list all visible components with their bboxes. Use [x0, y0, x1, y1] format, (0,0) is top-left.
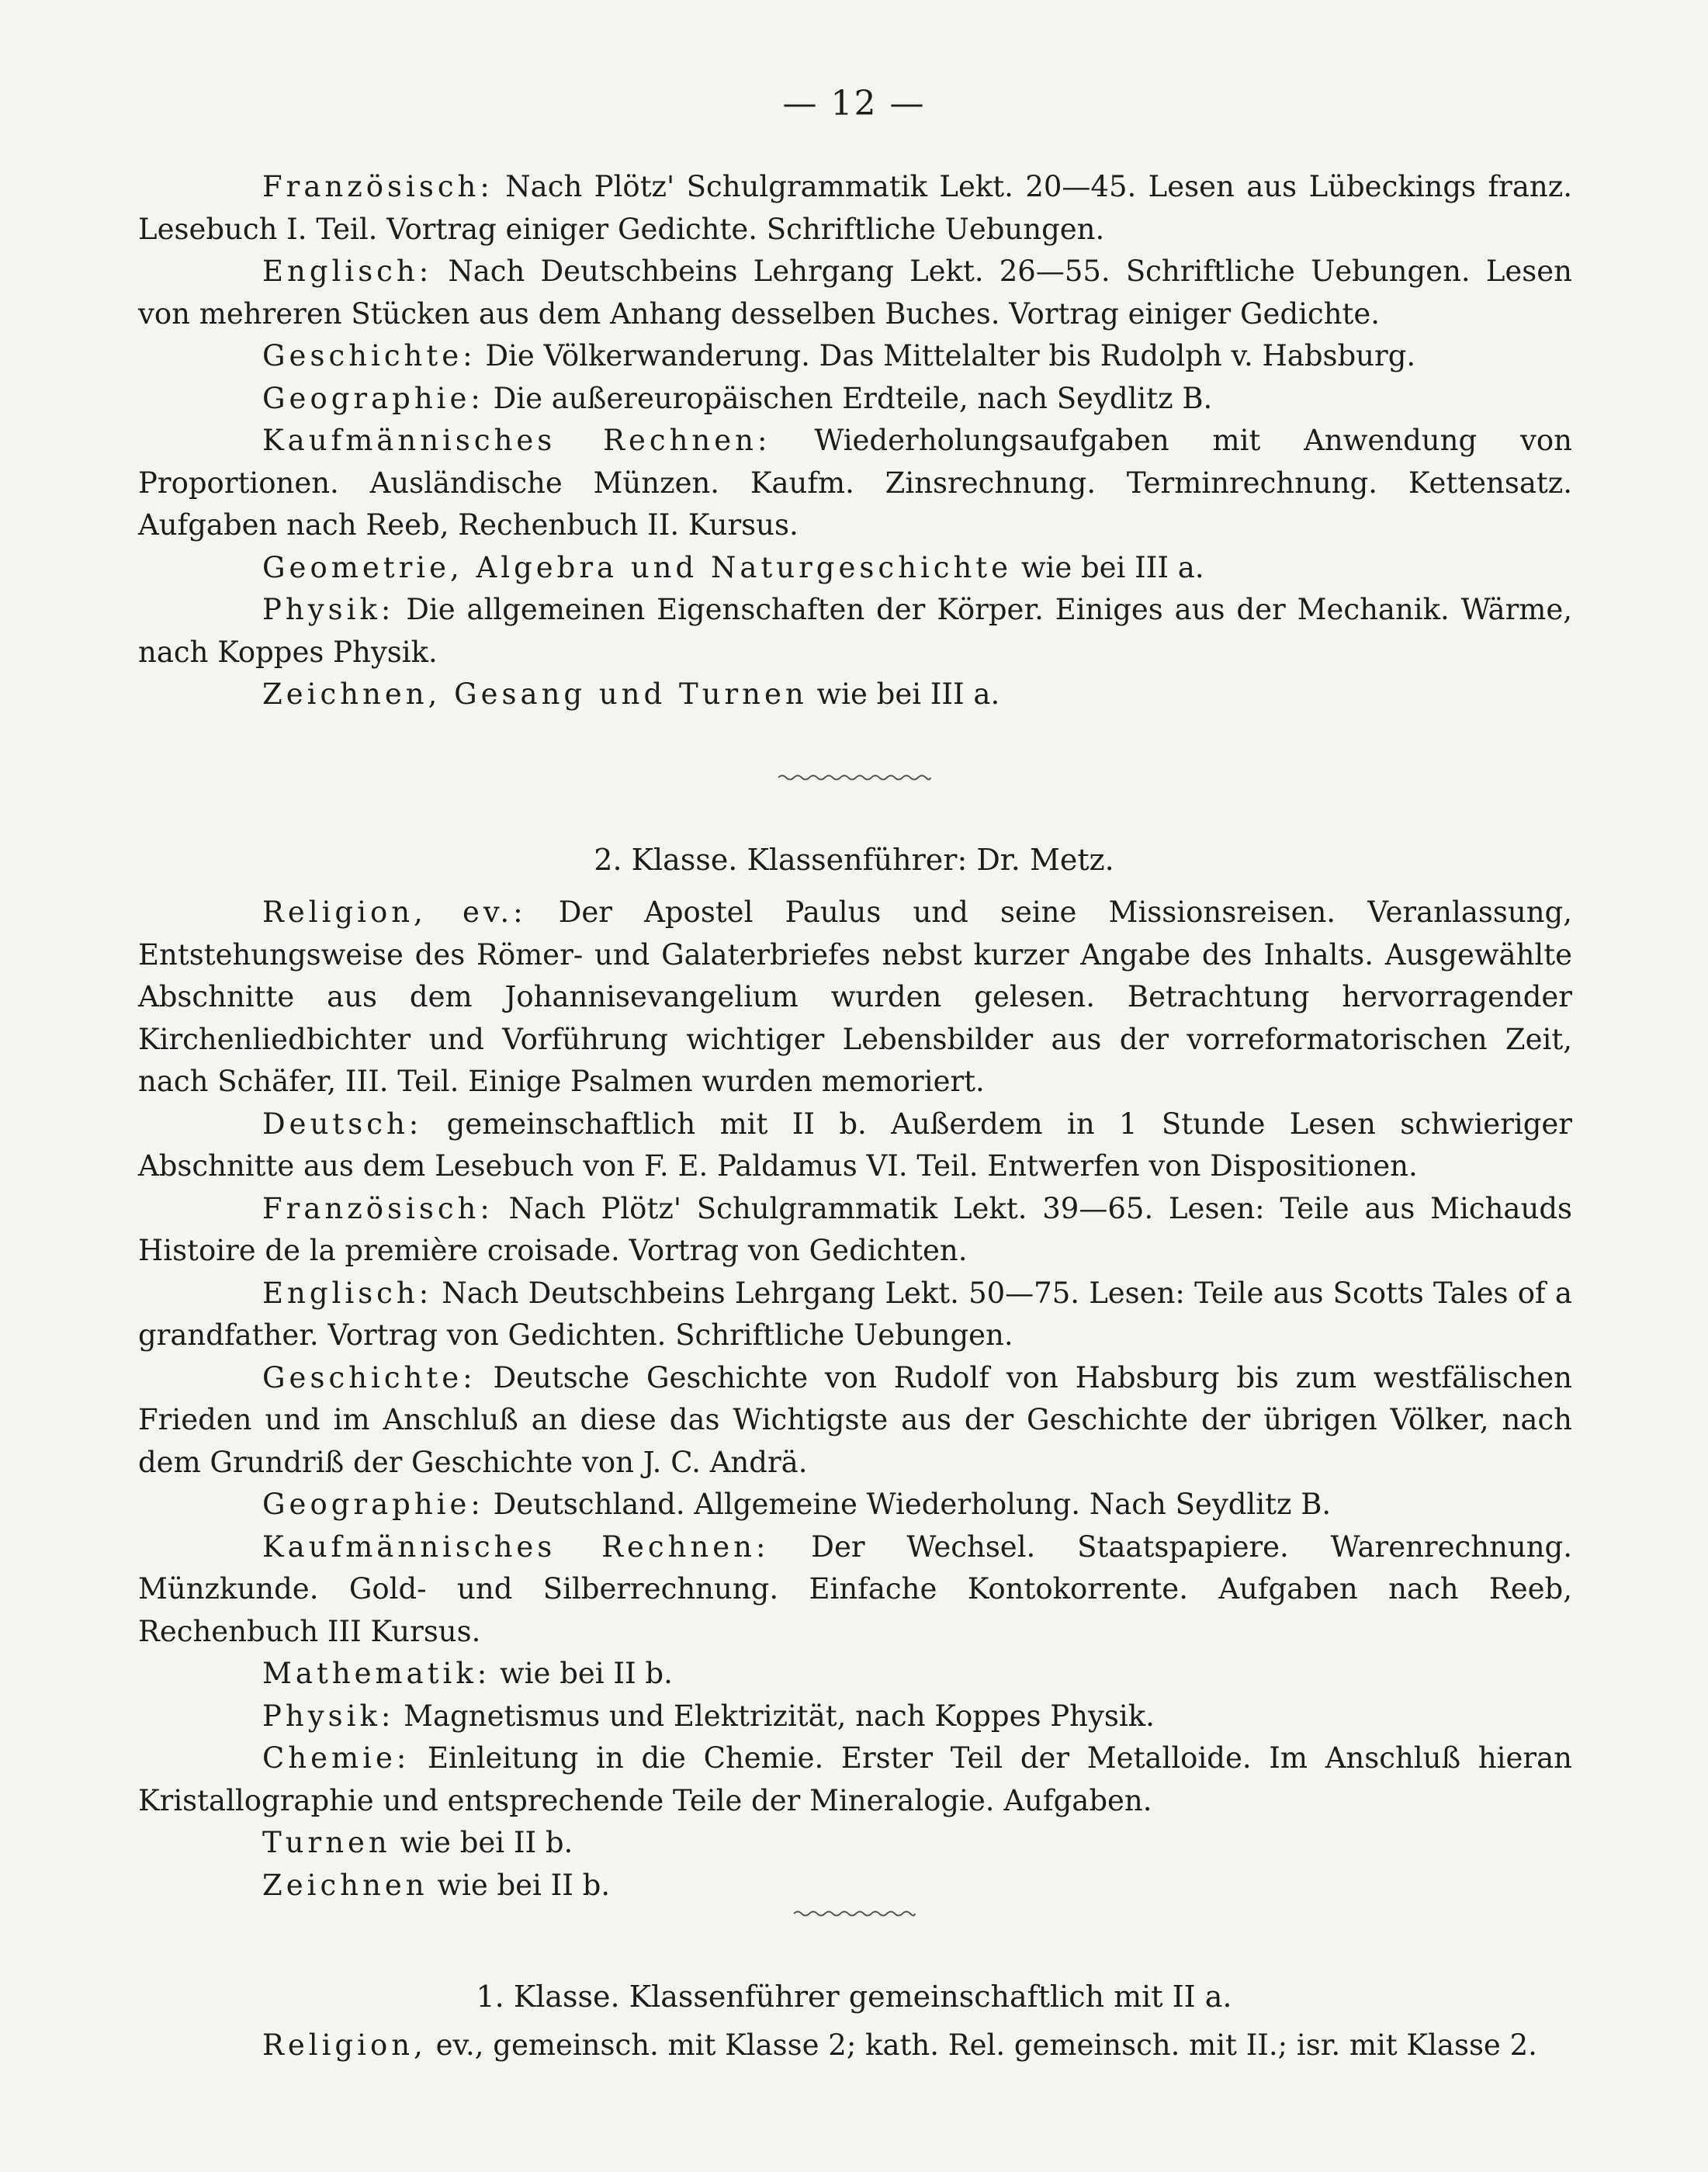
- page-number: — 12 —: [782, 84, 926, 123]
- entry-franzoesisch: Französisch: Nach Plötz' Schulgrammatik Lekt. 20—45. Lesen aus Lübeckings franz. Lesebuch I. Teil. Vortrag einiger Gedichte. Schriftliche Uebungen.: [138, 170, 1572, 246]
- entry-englisch: Englisch: Nach Deutschbeins Lehrgang Lekt. 26—55. Schriftliche Uebungen. Lesen von mehreren Stücken aus dem Anhang desselben Buches. Vortrag einiger Gedichte.: [138, 255, 1572, 331]
- divider-ornament: [0, 773, 1708, 782]
- class2-heading: 2. Klasse. Klassenführer: Dr. Metz.: [594, 843, 1114, 877]
- entry-englisch: Englisch: Nach Deutschbeins Lehrgang Lekt. 50—75. Lesen: Teile aus Scotts Tales of a grandfather. Vortrag von Gedichten. Schriftliche Uebungen.: [138, 1276, 1572, 1352]
- entry-kaufm-rechnen: Kaufmännisches Rechnen: Wiederholungsaufgaben mit Anwendung von Proportionen. Ausländische Münzen. Kaufm. Zinsrechnung. Terminrechnung. Kettensatz. Aufgaben nach Reeb, Rechenbuch II. Kursus.: [138, 424, 1572, 542]
- entry-deutsch: Deutsch: gemeinschaftlich mit II b. Außerdem in 1 Stunde Lesen schwieriger Abschnitte aus dem Lesebuch von F. E. Paldamus VI. Teil. Entwerfen von Dispositionen.: [138, 1107, 1572, 1183]
- entry-mathematik: Mathematik: wie bei II b.: [262, 1657, 673, 1690]
- entry-physik: Physik: Magnetismus und Elektrizität, nach Koppes Physik.: [262, 1699, 1155, 1733]
- section-class-2: [138, 892, 1572, 1907]
- entry-zeichnen: Zeichnen wie bei II b.: [262, 1868, 611, 1902]
- entry-geographie: Geographie: Deutschland. Allgemeine Wiederholung. Nach Seydlitz B.: [262, 1488, 1332, 1521]
- entry-chemie: Chemie: Einleitung in die Chemie. Erster Teil der Metalloide. Im Anschluß hieran Kristallographie und entsprechende Teile der Mineralogie. Aufgaben.: [138, 1741, 1572, 1817]
- entry-turnen: Turnen wie bei II b.: [262, 1826, 573, 1859]
- class1-heading: 1. Klasse. Klassenführer gemeinschaftlich mit II a.: [476, 1980, 1232, 2014]
- section-class-1: [138, 2025, 1572, 2067]
- entry-religion: Religion, ev., gemeinsch. mit Klasse 2; kath. Rel. gemeinsch. mit II.; isr. mit Klasse 2.: [262, 2028, 1537, 2062]
- entry-zeichnen-gesang-turnen: Zeichnen, Gesang und Turnen wie bei III a.: [262, 677, 1000, 711]
- entry-kaufm-rechnen: Kaufmännisches Rechnen: Der Wechsel. Staatspapiere. Warenrechnung. Münzkunde. Gold- und Silberrechnung. Einfache Kontokorrente. Aufgaben nach Reeb, Rechenbuch III Kursus.: [138, 1529, 1573, 1648]
- section-previous-class: [138, 166, 1572, 716]
- entry-religion: Religion, ev.: Der Apostel Paulus und seine Missionsreisen. Veranlassung, Entstehungsweise des Römer- und Galaterbriefes nebst kurzer Angabe des Inhalts. Ausgewählte Abschnitte aus dem Johannisevangelium wurden gelesen. Betrachtung hervorragender Kirchenliedbichter und Vorführung wichtiger Lebensbilder aus der vorreformatorischen Zeit, nach Schäfer, III. Teil. Einige Psalmen wurden memoriert.: [138, 895, 1572, 1098]
- entry-geschichte: Geschichte: Deutsche Geschichte von Rudolf von Habsburg bis zum westfälischen Frieden und im Anschluß an diese das Wichtigste aus der Geschichte der übrigen Völker, nach dem Grundriß der Geschichte von J. C. Andrä.: [138, 1360, 1572, 1479]
- entry-physik: Physik: Die allgemeinen Eigenschaften der Körper. Einiges aus der Mechanik. Wärme, nach Koppes Physik.: [138, 593, 1573, 669]
- entry-geometrie: Geometrie, Algebra und Naturgeschichte wie bei III a.: [262, 550, 1204, 584]
- entry-geographie: Geographie: Die außereuropäischen Erdteile, nach Seydlitz B.: [262, 381, 1213, 415]
- entry-geschichte: Geschichte: Die Völkerwanderung. Das Mittelalter bis Rudolph v. Habsburg.: [262, 339, 1416, 372]
- entry-franzoesisch: Französisch: Nach Plötz' Schulgrammatik Lekt. 39—65. Lesen: Teile aus Michauds Histoire de la première croisade. Vortrag von Gedichten.: [138, 1191, 1572, 1267]
- divider-ornament: [0, 1909, 1708, 1918]
